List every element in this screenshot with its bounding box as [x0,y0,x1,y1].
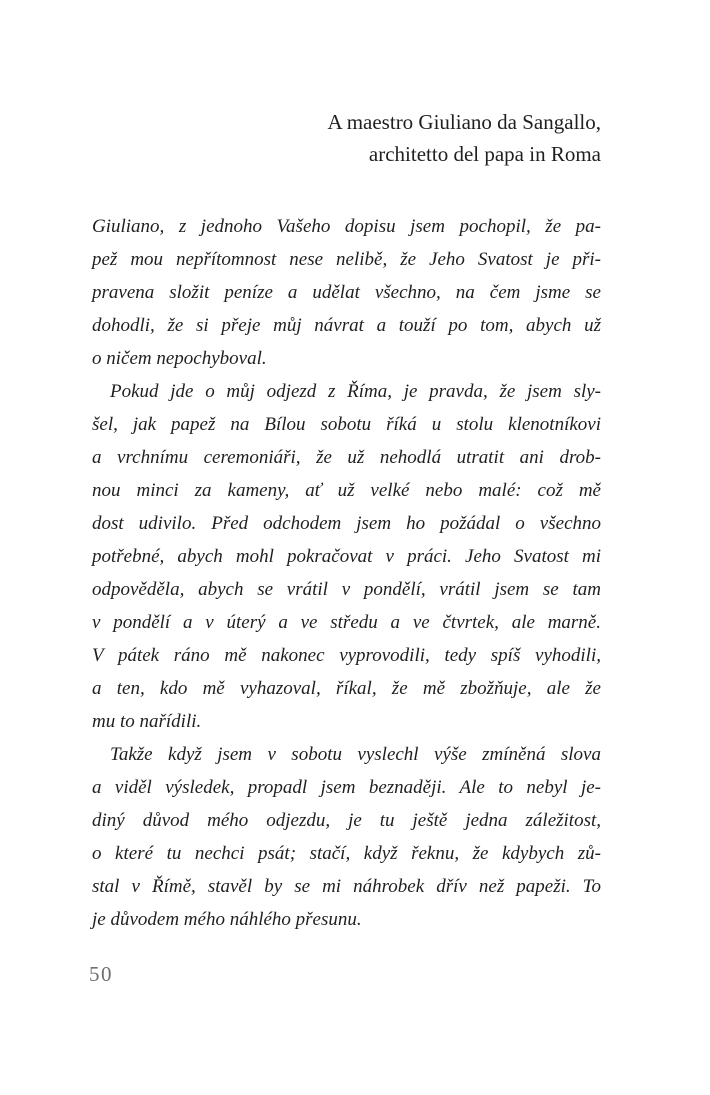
text-line: mu to nařídili. [92,711,202,732]
text-line: šel, jak papež na Bílou sobotu říká u stolu klenotníkovi [92,414,601,435]
paragraph [92,210,601,375]
text-line: dost udivilo. Před odchodem jsem ho požádal o všechno [92,513,601,534]
text-line: potřebné, abych mohl pokračovat v práci. Jeho Svatost mi [92,546,601,567]
letter-heading [92,106,601,170]
text-line: dohodli, že si přeje můj návrat a touží po tom, abych už [92,315,601,336]
text-line: diný důvod mého odjezdu, je tu ještě jedna záležitost, [92,810,601,831]
page-number: 50 [89,962,113,986]
text-line: nou minci za kameny, ať už velké nebo malé: což mě [92,480,601,501]
heading-line-2: architetto del papa in Roma [368,142,601,166]
text-line: Giuliano, z jednoho Vašeho dopisu jsem pochopil, že pa- [92,216,601,237]
letter-body [92,210,601,936]
text-line: a ten, kdo mě vyhazoval, říkal, že mě zbožňuje, ale že [92,678,601,699]
text-line: stal v Římě, stavěl by se mi náhrobek dřív než papeži. To [92,876,601,897]
text-column [92,106,601,936]
heading-line-1: A maestro Giuliano da Sangallo, [327,110,601,134]
text-line: V pátek ráno mě nakonec vyprovodili, tedy spíš vyhodili, [92,645,601,666]
text-line: Takže když jsem v sobotu vyslechl výše zmíněná slova [110,744,601,765]
paragraph [92,738,601,936]
text-line: a vrchnímu ceremoniáři, že už nehodlá utratit ani drob- [92,447,601,468]
text-line: je důvodem mého náhlého přesunu. [92,909,362,930]
text-line: odpověděla, abych se vrátil v pondělí, vrátil jsem se tam [92,579,601,600]
text-line: v pondělí a v úterý a ve středu a ve čtvrtek, ale marně. [92,612,601,633]
text-line: pravena složit peníze a udělat všechno, na čem jsme se [92,282,601,303]
text-line: pež mou nepřítomnost nese nelibě, že Jeho Svatost je při- [92,249,601,270]
text-line: o ničem nepochyboval. [92,348,267,369]
paragraph [92,375,601,738]
text-line: a viděl výsledek, propadl jsem beznaději. Ale to nebyl je- [92,777,601,798]
text-line: o které tu nechci psát; stačí, když řeknu, že kdybych zů- [92,843,601,864]
text-line: Pokud jde o můj odjezd z Říma, je pravda, že jsem sly- [110,381,601,402]
